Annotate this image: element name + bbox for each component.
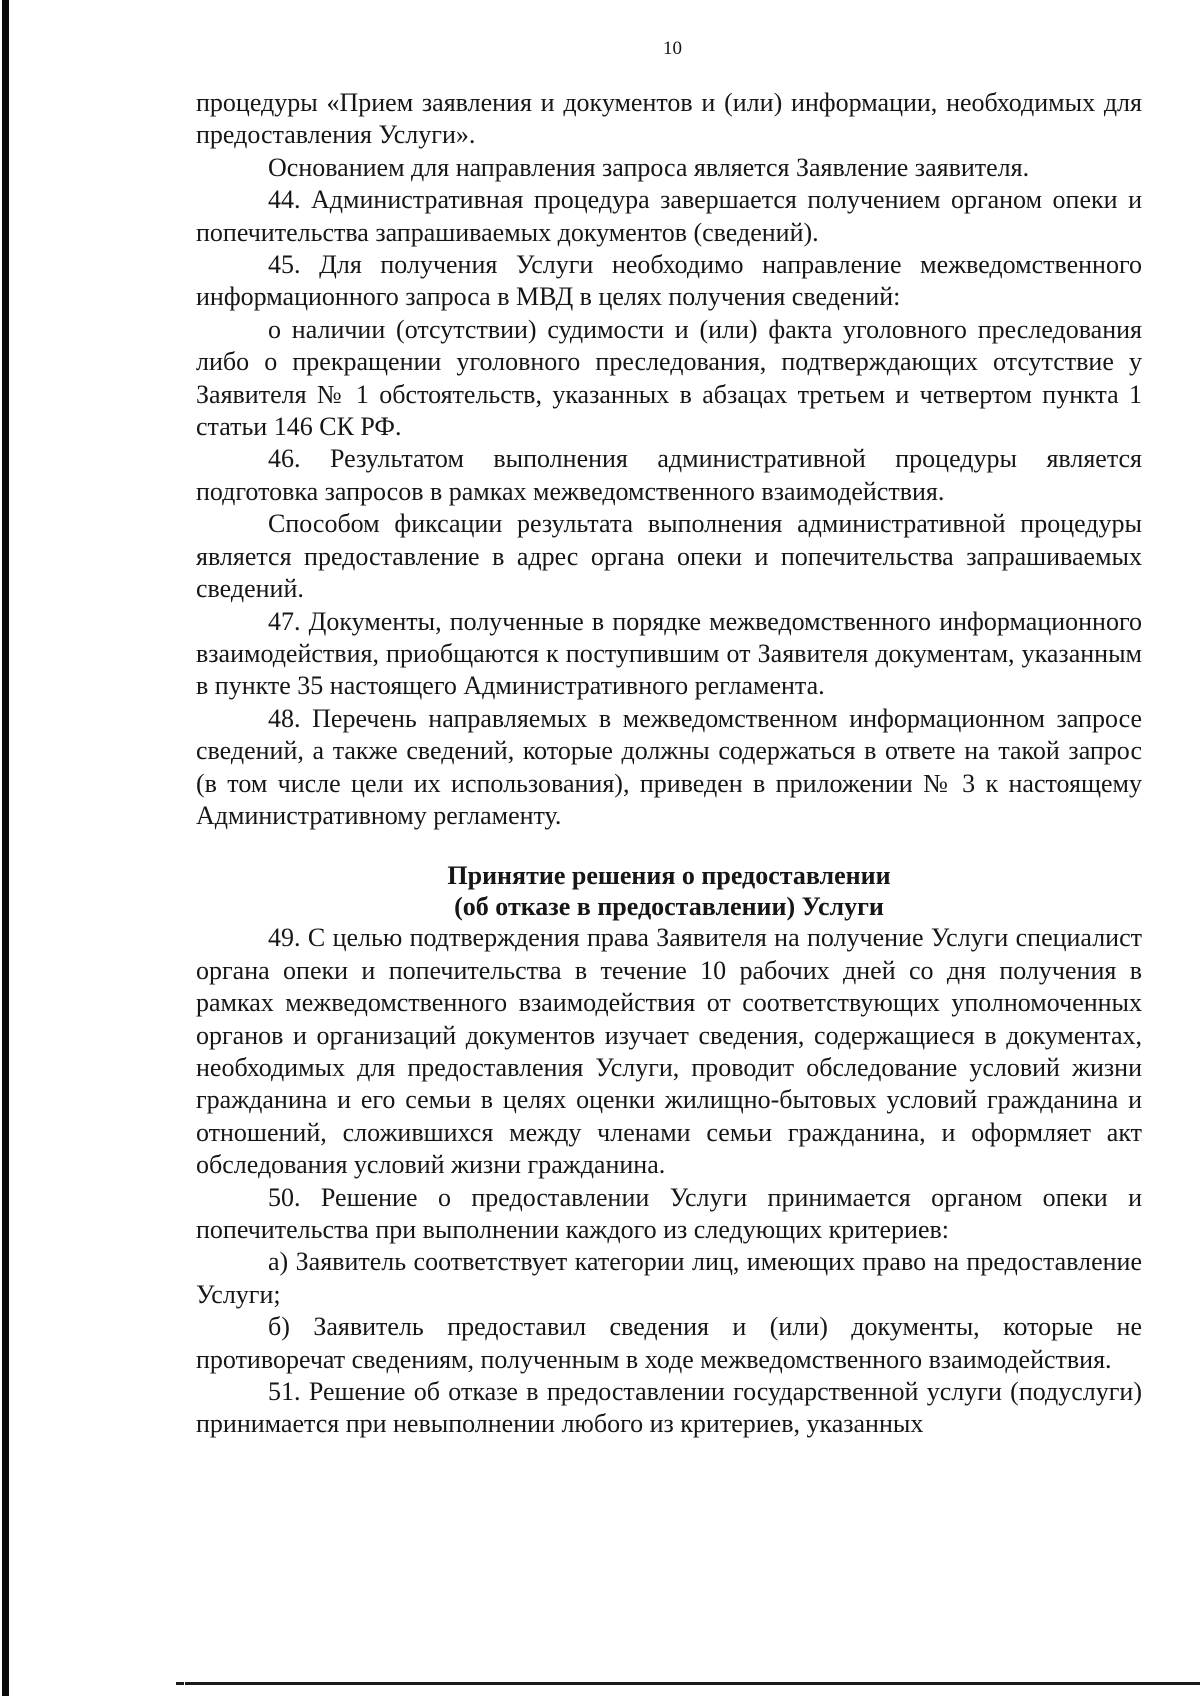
paragraph-48: 48. Перечень направляемых в межведомственном информационном запросе сведений, а также сведений, которые должны содержаться в ответе на такой запрос (в том числе цели их использования), приведен в приложении № 3 к настоящему Административному регламенту. — [196, 703, 1142, 830]
document-body — [196, 87, 1142, 1441]
paragraph-50-criterion-a: а) Заявитель соответствует категории лиц, имеющих право на предоставление Услуги; — [196, 1247, 1142, 1309]
paragraph-47: 47. Документы, полученные в порядке межведомственного информационного взаимодействия, приобщаются к поступившим от Заявителя документам, указанным в пункте 35 настоящего Административного регламента. — [196, 606, 1142, 701]
paragraph-49: 49. С целью подтверждения права Заявителя на получение Услуги специалист органа опеки и попечительства в течение 10 рабочих дней со дня получения в рамках межведомственного взаимодействия от соответствующих уполномоченных органов и организаций документов изучает сведения, содержащиеся в документах, необходимых для предоставления Услуги, проводит обследование условий жизни гражданина и его семьи в целях оценки жилищно-бытовых условий гражданина и отношений, сложившихся между членами семьи гражданина, и оформляет акт обследования условий жизни гражданина. — [196, 923, 1142, 1180]
paragraph-45-item: о наличии (отсутствии) судимости и (или) факта уголовного преследования либо о прекращении уголовного преследования, подтверждающих отсутствие у Заявителя № 1 обстоятельств, указанных в абзацах третьем и четвертом пункта 1 статьи 146 СК РФ. — [196, 314, 1142, 442]
paragraph-45: 45. Для получения Услуги необходимо направление межведомственного информационного запроса в МВД в целях получения сведений: — [196, 250, 1142, 312]
scan-border-bottom — [185, 1682, 1200, 1685]
paragraph-46-fixation: Способом фиксации результата выполнения административной процедуры является предоставление в адрес органа опеки и попечительства запрашиваемых сведений. — [196, 509, 1142, 604]
section-heading — [196, 860, 1142, 922]
paragraph-50-criterion-b: б) Заявитель предоставил сведения и (или) документы, которые не противоречат сведениям, полученным в ходе межведомственного взаимодействия. — [196, 1312, 1142, 1374]
paragraph-continuation: процедуры «Прием заявления и документов и (или) информации, необходимых для предоставления Услуги». — [196, 88, 1142, 150]
paragraph-request-basis: Основанием для направления запроса является Заявление заявителя. — [268, 152, 1030, 182]
paragraph-44: 44. Административная процедура завершается получением органом опеки и попечительства запрашиваемых документов (сведений). — [196, 185, 1142, 247]
scan-border-left — [2, 0, 9, 1696]
page-number: 10 — [663, 38, 682, 59]
scan-border-bottom-dash — [176, 1682, 184, 1685]
paragraph-50: 50. Решение о предоставлении Услуги принимается органом опеки и попечительства при выполнении каждого из следующих критериев: — [196, 1182, 1142, 1244]
section-heading-line-2: (об отказе в предоставлении) Услуги — [454, 892, 884, 922]
paragraph-46: 46. Результатом выполнения административной процедуры является подготовка запросов в рамках межведомственного взаимодействия. — [196, 444, 1142, 506]
paragraph-51: 51. Решение об отказе в предоставлении государственной услуги (подуслуги) принимается при невыполнении любого из критериев, указанных — [196, 1377, 1142, 1439]
section-heading-line-1: Принятие решения о предоставлении — [447, 861, 891, 891]
